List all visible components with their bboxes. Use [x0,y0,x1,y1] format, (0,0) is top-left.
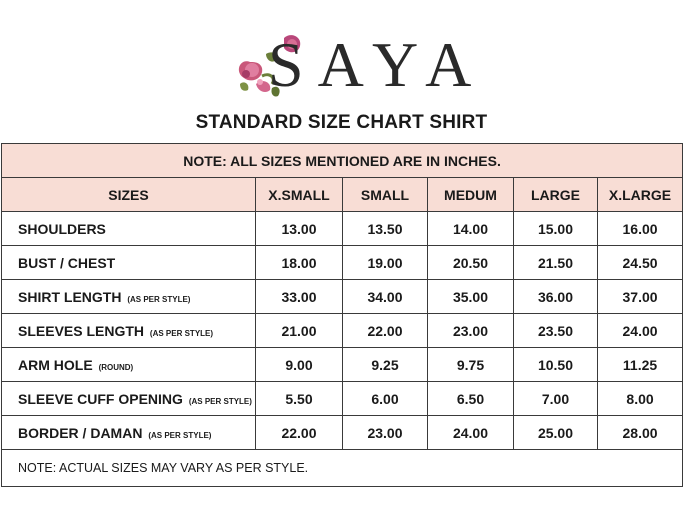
note-top-row [2,144,683,178]
column-header: X.LARGE [598,178,683,212]
size-value: 24.00 [598,314,683,348]
note-bottom: NOTE: ACTUAL SIZES MAY VARY AS PER STYLE. [2,450,683,487]
table-row [2,382,683,416]
note-top: NOTE: ALL SIZES MENTIONED ARE IN INCHES. [2,144,683,178]
size-value: 21.50 [514,246,598,280]
size-value: 9.00 [256,348,343,382]
measurement-name: BUST / CHEST [18,254,116,271]
size-value: 24.00 [428,416,514,450]
measurement-name: BORDER / DAMAN [18,424,143,441]
size-value: 37.00 [598,280,683,314]
size-value: 25.00 [514,416,598,450]
size-value: 22.00 [256,416,343,450]
measurement-note: (AS PER STYLE) [148,430,212,440]
measurement-name: ARM HOLE [18,356,93,373]
table-row [2,348,683,382]
column-header: X.SMALL [256,178,343,212]
size-value: 22.00 [343,314,428,348]
measurement-note: (AS PER STYLE) [127,294,191,304]
column-header: SMALL [343,178,428,212]
size-value: 13.00 [256,212,343,246]
measurement-note: (ROUND) [98,362,134,372]
table-row [2,314,683,348]
size-value: 6.50 [428,382,514,416]
size-value: 23.00 [428,314,514,348]
column-header: MEDUM [428,178,514,212]
note-bottom-row [2,450,683,487]
table-row [2,212,683,246]
size-value: 13.50 [343,212,428,246]
brand-logo [0,28,683,102]
size-value: 33.00 [256,280,343,314]
table-row [2,416,683,450]
row-label [2,348,256,382]
size-value: 23.00 [343,416,428,450]
row-label [2,246,256,280]
size-value: 8.00 [598,382,683,416]
row-label [2,416,256,450]
size-value: 16.00 [598,212,683,246]
size-value: 7.00 [514,382,598,416]
size-value: 21.00 [256,314,343,348]
size-chart-table [1,143,683,487]
size-value: 28.00 [598,416,683,450]
size-value: 5.50 [256,382,343,416]
size-value: 24.50 [598,246,683,280]
measurement-name: SHOULDERS [18,220,106,237]
size-value: 23.50 [514,314,598,348]
row-label [2,314,256,348]
measurement-name: SHIRT LENGTH [18,288,122,305]
size-value: 10.50 [514,348,598,382]
size-value: 9.75 [428,348,514,382]
table-row [2,246,683,280]
size-value: 20.50 [428,246,514,280]
row-label [2,212,256,246]
size-value: 34.00 [343,280,428,314]
size-value: 9.25 [343,348,428,382]
header-row [2,178,683,212]
row-label [2,280,256,314]
measurement-note: (AS PER STYLE) [188,396,252,406]
table-row [2,280,683,314]
measurement-name: SLEEVE CUFF OPENING [18,390,183,407]
size-value: 14.00 [428,212,514,246]
column-header: LARGE [514,178,598,212]
measurement-name: SLEEVES LENGTH [18,322,145,339]
size-value: 11.25 [598,348,683,382]
size-value: 35.00 [428,280,514,314]
brand-name: SAYA [268,29,486,100]
column-header: SIZES [2,178,256,212]
row-label [2,382,256,416]
size-value: 19.00 [343,246,428,280]
measurement-note: (AS PER STYLE) [149,328,214,338]
page-title: STANDARD SIZE CHART SHIRT [195,112,488,133]
size-value: 15.00 [514,212,598,246]
size-value: 36.00 [514,280,598,314]
size-value: 18.00 [256,246,343,280]
size-value: 6.00 [343,382,428,416]
